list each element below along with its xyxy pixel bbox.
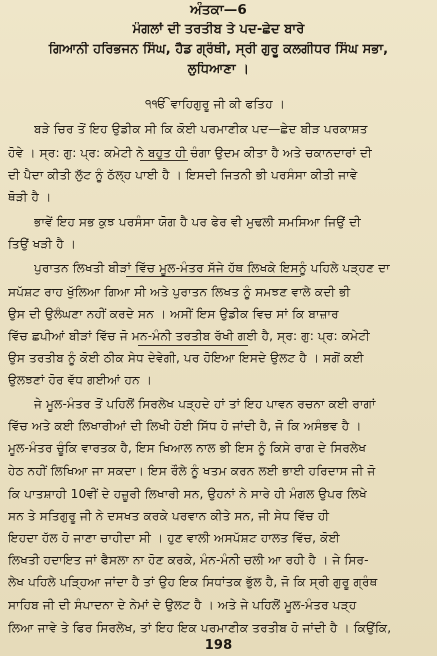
body-line: ਹੋਵੇ । ਸ੍ਰ: ਗੁ: ਪ੍ਰ: ਕਮੇਟੀ ਨੇ ਬਹੁਤ ਹੀ ਚੰਗਾ ਉਦਮ ਕੀਤਾ ਹੈ ਅਤੇ ਚਕਾਨਦਾਰਾਂ ਦੀ <box>8 146 372 160</box>
body-line: ਪੁਰਾਤਨ ਲਿਖਤੀ ਬੀੜਾਂ ਵਿੱਚ ਮੂਲ-ਮੰਤਰ ਸੱਜੇ ਹੱਥ ਲਿਖਕੇ ਇਸਨੂੰ ਪਹਿਲੇ ਪੜ੍ਹਣ ਦਾ <box>34 261 390 275</box>
underline-mark <box>126 276 301 277</box>
body-line: ਉਸ ਦੀ ਉਲੰਘਣਾ ਨਹੀਂ ਕਰਦੇ ਸਨ । ਅਸੀਂ ਇਸ ਉਡੀਕ ਵਿਚ ਸਾਂ ਕਿ ਬਾਜ਼ਾਰ <box>8 307 339 321</box>
page-number: 198 <box>204 638 233 653</box>
body-line: ਤਿਉਂ ਖੜੀ ਹੈ । <box>8 237 77 251</box>
body-line: ਵਿੱਚ ਅਤੇ ਕਈ ਲਿਖਾਰੀਆਂ ਦੀ ਲਿਖੀ ਹੋਈ ਸਿੱਧ ਹੋ ਜਾਂਦੀ ਹੈ, ਜੋ ਕਿ ਅਸੰਭਵ ਹੈ । <box>8 419 362 433</box>
body-line: ਭਾਵੇਂ ਇਹ ਸਭ ਕੁਝ ਪਰਸੰਸਾ ਯੋਗ ਹੈ ਪਰ ਫੇਰ ਵੀ ਮੁਢਲੀ ਸਮਸਿਆ ਜਿਉਂ ਦੀ <box>34 215 361 229</box>
body-line: ਹੇਠ ਨਹੀਂ ਲਿਖਿਆ ਜਾ ਸਕਦਾ। ਇਸ ਰੌਲੇ ਨੂੰ ਖਤਮ ਕਰਨ ਲਈ ਭਾਈ ਹਰਿਦਾਸ ਜੀ ਜੋ <box>8 464 376 478</box>
body-line: ਜੇ ਮੂਲ-ਮੰਤਰ ਤੋਂ ਪਹਿਲੋਂ ਸਿਰਲੇਖ ਪੜ੍ਹਦੇ ਹਾਂ ਤਾਂ ਇਹ ਪਾਵਨ ਰਚਨਾ ਕਈ ਰਾਗਾਂ <box>34 397 376 411</box>
body-line: ਥੋੜੀ ਹੈ । <box>8 190 52 204</box>
body-line: ਸਾਹਿਬ ਜੀ ਦੀ ਸੰਪਾਦਨਾ ਦੇ ਨੇਮਾਂ ਦੇ ਉਲਟ ਹੈ । ਅਤੇ ਜੇ ਪਹਿਲੋਂ ਮੂਲ-ਮੰਤਰ ਪੜ੍ਹ <box>8 598 357 612</box>
invocation: ੧ੴ ਵਾਹਿਗੁਰੂ ਜੀ ਕੀ ਫਤਿਹ । <box>145 97 286 111</box>
body-line: ਵਿੱਚ ਛਪੀਆਂ ਬੀੜਾਂ ਵਿੱਚ ਜੋ ਮਨ-ਮੰਨੀ ਤਰਤੀਬ ਰੱਖੀ ਗਈ ਹੈ, ਸ੍ਰ: ਗੁ: ਪ੍ਰ: ਕਮੇਟੀ <box>8 329 370 343</box>
body-line: ਉਸ ਤਰਤੀਬ ਨੂੰ ਕੋਈ ਠੀਕ ਸੇਧ ਦੇਵੇਗੀ, ਪਰ ਹੋਇਆ ਇਸਦੇ ਉਲਟ ਹੈ । ਸਗੋਂ ਕਈ <box>8 351 364 365</box>
body-line: ਕਿ ਪਾਤਸ਼ਾਹੀ 10ਵੀਂ ਦੇ ਹਜ਼ੂਰੀ ਲਿਖਾਰੀ ਸਨ, ਉਹਨਾਂ ਨੇ ਸਾਰੇ ਹੀ ਮੰਗਲ ਉਪਰ ਲਿਖੇ <box>8 487 367 501</box>
heading-line-3: ਲੁਧਿਆਣਾ । <box>187 62 250 77</box>
body-line: ਲਿਖਤੀ ਹਦਾਇਤ ਜਾਂ ਫੈਸਲਾ ਨਾ ਹੋਣ ਕਰਕੇ, ਮੰਨ-ਮੰਨੀ ਚਲੀ ਆ ਰਹੀ ਹੈ । ਜੇ ਸਿਰ- <box>8 553 369 567</box>
body-line: ਲੇਖ ਪਹਿਲੇ ਪੜ੍ਹਿਆ ਜਾਂਦਾ ਹੈ ਤਾਂ ਉਹ ਇਕ ਸਿਧਾਂਤਕ ਭੁੱਲ ਹੈ, ਜੋ ਕਿ ਸ੍ਰੀ ਗੁਰੂ ਗ੍ਰੰਥ <box>8 575 378 589</box>
body-line: ਇਹਦਾ ਹੱਲ ਹੋ ਜਾਣਾ ਚਾਹੀਦਾ ਸੀ । ਹੁਣ ਵਾਲੀ ਅਸਪੱਸ਼ਟ ਹਾਲਤ ਵਿੱਚ, ਕੋਈ <box>8 531 340 545</box>
underline-mark <box>140 160 188 161</box>
body-line: ਬੜੇ ਚਿਰ ਤੋਂ ਇਹ ਉਡੀਕ ਸੀ ਕਿ ਕੋਈ ਪਰਮਾਣੀਕ ਪਦ—ਛੇਦ ਬੀੜ ਪਰਕਾਸ਼ਤ <box>34 122 368 136</box>
body-line: ਸਪੱਸ਼ਟ ਰਾਹ ਖੁੱਲਿਆ ਗਿਆ ਸੀ ਅਤੇ ਪੁਰਾਤਨ ਲਿਖਤ ਨੂੰ ਸਮਝਣ ਵਾਲੇ ਕਦੀ ਭੀ <box>8 285 351 299</box>
body-line: ਸਨ ਤੇ ਸਤਿਗੁਰੂ ਜੀ ਨੇ ਦਸਖਤ ਕਰਕੇ ਪਰਵਾਨ ਕੀਤੇ ਸਨ, ਜੀ ਸੇਧ ਵਿੱਚ ਹੀ <box>8 509 330 523</box>
underline-mark <box>138 345 248 346</box>
body-line: ਮੂਲ-ਮੰਤਰ ਚੂੰਕਿ ਵਾਰਤਕ ਹੈ, ਇਸ ਖਿਆਲ ਨਾਲ ਭੀ ਇਸ ਨੂੰ ਕਿਸੇ ਰਾਗ ਦੇ ਸਿਰਲੇਖ <box>8 441 367 455</box>
heading-line-2: ਗਿਆਨੀ ਹਰਿਭਜਨ ਸਿੰਘ, ਹੈਡ ਗ੍ਰੰਥੀ, ਸ੍ਰੀ ਗੁਰੂ ਕਲਗੀਧਰ ਸਿੰਘ ਸਭਾ, <box>48 42 389 57</box>
body-line: ਦੀ ਪੈਦਾ ਕੀਤੀ ਲੁੱਟ ਨੂੰ ਠੱਲ੍ਹ ਪਾਈ ਹੈ । ਇਸਦੀ ਜਿਤਨੀ ਭੀ ਪਰਸੰਸਾ ਕੀਤੀ ਜਾਵੇ <box>8 168 358 182</box>
annex-title: ਅੰਤਕਾ—6 <box>190 2 247 18</box>
body-line: ਉਲਝਣਾਂ ਹੋਰ ਵੱਧ ਗਈਆਂ ਹਨ । <box>8 373 153 387</box>
heading-line-1: ਮੰਗਲਾਂ ਦੀ ਤਰਤੀਬ ਤੇ ਪਦ-ਛੇਦ ਬਾਰੇ <box>132 22 305 37</box>
body-line: ਲਿਆ ਜਾਵੇ ਤੇ ਫਿਰ ਸਿਰਲੇਖ, ਤਾਂ ਇਹ ਇਕ ਪਰਮਾਣੀਕ ਤਰਤੀਬ ਹੋ ਜਾਂਦੀ ਹੈ । ਕਿਉਂਕਿ, <box>8 621 392 635</box>
